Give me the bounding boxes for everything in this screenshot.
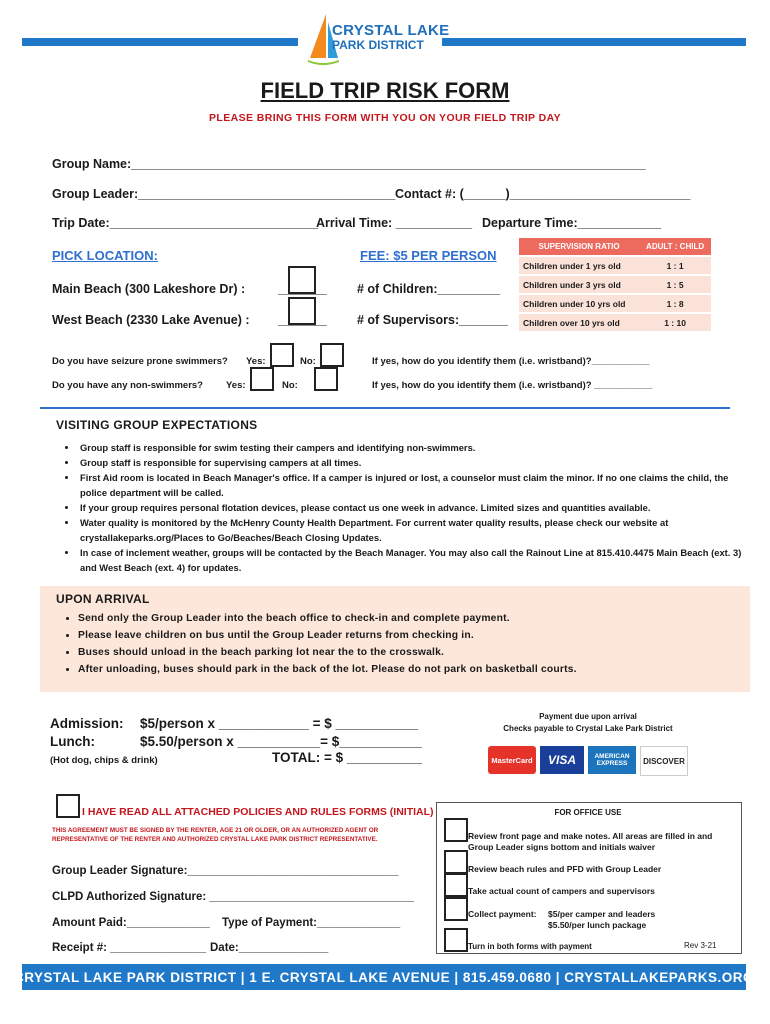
office-use-heading: FOR OFFICE USE — [554, 808, 622, 817]
lunch-note: (Hot dog, chips & drink) — [50, 755, 158, 766]
office-use-box — [436, 802, 742, 954]
table-row — [519, 294, 711, 313]
seizure-question: Do you have seizure prone swimmers? — [52, 356, 228, 367]
admission-label: Admission: — [50, 716, 124, 731]
office-item-4-label: Collect payment: — [468, 909, 537, 919]
visa-icon: VISA — [540, 746, 584, 774]
contact-field[interactable]: Contact #: (______)__________________________ — [395, 187, 691, 201]
arrival-list — [54, 610, 758, 678]
supervision-header-right: ADULT : CHILD — [639, 238, 711, 256]
list-item: • Water quality is monitored by the McHenry County Health Department. For current water quality results, please check our website at crystallakeparks.org/Places to Go/Beaches/Beach Closing Updates. — [78, 515, 748, 545]
list-item: • Please leave children on bus until the Group Leader returns from checking in. — [78, 627, 758, 644]
nonswimmer-question: Do you have any non-swimmers? — [52, 380, 203, 391]
checks-payable-note: Checks payable to Crystal Lake Park District — [503, 724, 673, 733]
group-name-field[interactable]: Group Name:__________________________________________________________________________ — [52, 157, 646, 171]
ratio-label: Children under 10 yrs old — [519, 294, 639, 313]
main-beach-label: Main Beach (300 Lakeshore Dr) : — [52, 282, 246, 296]
policies-ack-label: I HAVE READ ALL ATTACHED POLICIES AND RULES FORMS (INITIAL) — [82, 806, 434, 818]
policies-initial-checkbox[interactable] — [56, 794, 80, 818]
ratio-value: 1 : 8 — [639, 294, 711, 313]
fee-heading: FEE: $5 PER PERSON — [360, 248, 497, 263]
supervisors-count-field[interactable]: # of Supervisors:_______ — [357, 313, 508, 327]
nonswimmer-no-label: No: — [282, 380, 298, 391]
ratio-label: Children over 10 yrs old — [519, 313, 639, 332]
list-item: • In case of inclement weather, groups will be contacted by the Beach Manager. You may also call the Rainout Line at 815.410.4475 Main Beach (ext. 3) and West Beach (ext. 4) for updates. — [78, 545, 748, 575]
office-checkbox-2[interactable] — [444, 850, 468, 874]
arrival-time-field[interactable]: Arrival Time: ___________ — [316, 216, 473, 230]
office-item-2: Review beach rules and PFD with Group Leader — [468, 864, 662, 874]
total-field[interactable]: TOTAL: = $ __________ — [272, 750, 422, 765]
office-checkbox-4[interactable] — [444, 897, 468, 921]
amount-paid-field[interactable]: Amount Paid:_____________ — [52, 917, 210, 929]
payment-type-field[interactable]: Type of Payment:_____________ — [222, 917, 401, 929]
office-checkbox-5[interactable] — [444, 928, 468, 952]
receipt-field[interactable]: Receipt #: _______________ — [52, 942, 207, 954]
seizure-identify-field[interactable]: If yes, how do you identify them (i.e. wristband)?___________ — [372, 356, 650, 367]
section-divider — [40, 407, 730, 409]
office-checkbox-1[interactable] — [444, 818, 468, 842]
table-row — [519, 313, 711, 332]
lunch-price-field[interactable]: $5.50/person x ___________= $___________ — [140, 734, 422, 749]
agreement-text: THIS AGREEMENT MUST BE SIGNED BY THE RENTER, AGE 21 OR OLDER, OR AN AUTHORIZED AGENT OR REPRESENTATIVE OF THE RENTER AND AUTHORIZED CRYSTAL LAKE PARK DISTRICT REPRESENTATIVE. — [52, 827, 379, 843]
clpd-signature-field[interactable]: CLPD Authorized Signature: ________________________________ — [52, 891, 415, 903]
nonswimmer-yes-checkbox[interactable] — [250, 367, 274, 391]
mastercard-icon: MasterCard — [488, 746, 536, 774]
departure-time-field[interactable]: Departure Time:____________ — [482, 216, 662, 230]
office-item-3: Take actual count of campers and supervisors — [468, 886, 655, 896]
children-count-field[interactable]: # of Children:_________ — [357, 282, 501, 296]
nonswimmer-no-checkbox[interactable] — [314, 367, 338, 391]
list-item: • Group staff is responsible for swim testing their campers and identifying non-swimmers. — [78, 440, 748, 455]
list-item: • After unloading, buses should park in the back of the lot. Please do not park on basketball courts. — [78, 661, 758, 678]
logo-text-line1: CRYSTAL LAKE — [332, 22, 450, 39]
ratio-value: 1 : 5 — [639, 275, 711, 294]
admission-price-field[interactable]: $5/person x ____________ = $ ___________ — [140, 716, 419, 731]
revision-label: Rev 3-21 — [684, 941, 717, 950]
leader-signature-field[interactable]: Group Leader Signature:_________________________________ — [52, 865, 399, 877]
west-beach-blank: _______ — [278, 313, 327, 327]
seizure-yes-checkbox[interactable] — [270, 343, 294, 367]
list-item: • If your group requires personal flotation devices, please contact us one week in advance. Limited sizes and quantities available. — [78, 500, 748, 515]
office-item-4-lunch: $5.50/per lunch package — [548, 920, 647, 930]
pick-location-heading: PICK LOCATION: — [52, 248, 158, 263]
list-item: • First Aid room is located in Beach Manager's office. If a camper is injured or lost, a counselor must claim the minor. If no one claims the child, the police department will be called. — [78, 470, 748, 500]
office-checkbox-3[interactable] — [444, 873, 468, 897]
supervision-ratio-table — [519, 238, 711, 333]
seizure-no-checkbox[interactable] — [320, 343, 344, 367]
list-item: • Send only the Group Leader into the beach office to check-in and complete payment. — [78, 610, 758, 627]
ratio-label: Children under 3 yrs old — [519, 275, 639, 294]
payment-note: Payment due upon arrival — [539, 712, 637, 721]
seizure-no-label: No: — [300, 356, 316, 367]
page-title: FIELD TRIP RISK FORM — [260, 78, 510, 103]
ratio-label: Children under 1 yrs old — [519, 256, 639, 275]
nonswimmer-yes-label: Yes: — [226, 380, 246, 391]
amex-icon: AMERICAN EXPRESS — [588, 746, 636, 774]
page-subtitle: PLEASE BRING THIS FORM WITH YOU ON YOUR FIELD TRIP DAY — [209, 112, 561, 124]
footer-bar: CRYSTAL LAKE PARK DISTRICT | 1 E. CRYSTAL LAKE AVENUE | 815.459.0680 | CRYSTALLAKEPARKS.ORG — [22, 964, 746, 990]
arrival-heading: UPON ARRIVAL — [56, 592, 150, 606]
ratio-value: 1 : 1 — [639, 256, 711, 275]
table-row — [519, 256, 711, 275]
nonswimmer-identify-field[interactable]: If yes, how do you identify them (i.e. wristband)? ___________ — [372, 380, 653, 391]
group-leader-field[interactable]: Group Leader:_____________________________________ — [52, 187, 396, 201]
supervision-header-left: SUPERVISION RATIO — [519, 238, 639, 256]
office-item-4-camper: $5/per camper and leaders — [548, 909, 656, 919]
trip-date-field[interactable]: Trip Date:______________________________ — [52, 216, 319, 230]
seizure-yes-label: Yes: — [246, 356, 266, 367]
list-item: • Buses should unload in the beach parking lot near the to the crosswalk. — [78, 644, 758, 661]
list-item: • Group staff is responsible for supervising campers at all times. — [78, 455, 748, 470]
discover-icon: DISCOVER — [640, 746, 688, 776]
ratio-value: 1 : 10 — [639, 313, 711, 332]
office-item-5: Turn in both forms with payment — [468, 942, 592, 951]
west-beach-label: West Beach (2330 Lake Avenue) : — [52, 313, 250, 327]
expectations-list — [54, 440, 748, 575]
date-field[interactable]: Date:______________ — [210, 942, 329, 954]
office-item-1: Review front page and make notes. All areas are filled in and Group Leader signs bottom and initials waiver — [468, 831, 713, 852]
table-row — [519, 275, 711, 294]
logo-text-line2: PARK DISTRICT — [332, 38, 424, 52]
lunch-label: Lunch: — [50, 734, 95, 749]
main-beach-blank: _______ — [278, 282, 327, 296]
expectations-heading: VISITING GROUP EXPECTATIONS — [56, 418, 258, 432]
